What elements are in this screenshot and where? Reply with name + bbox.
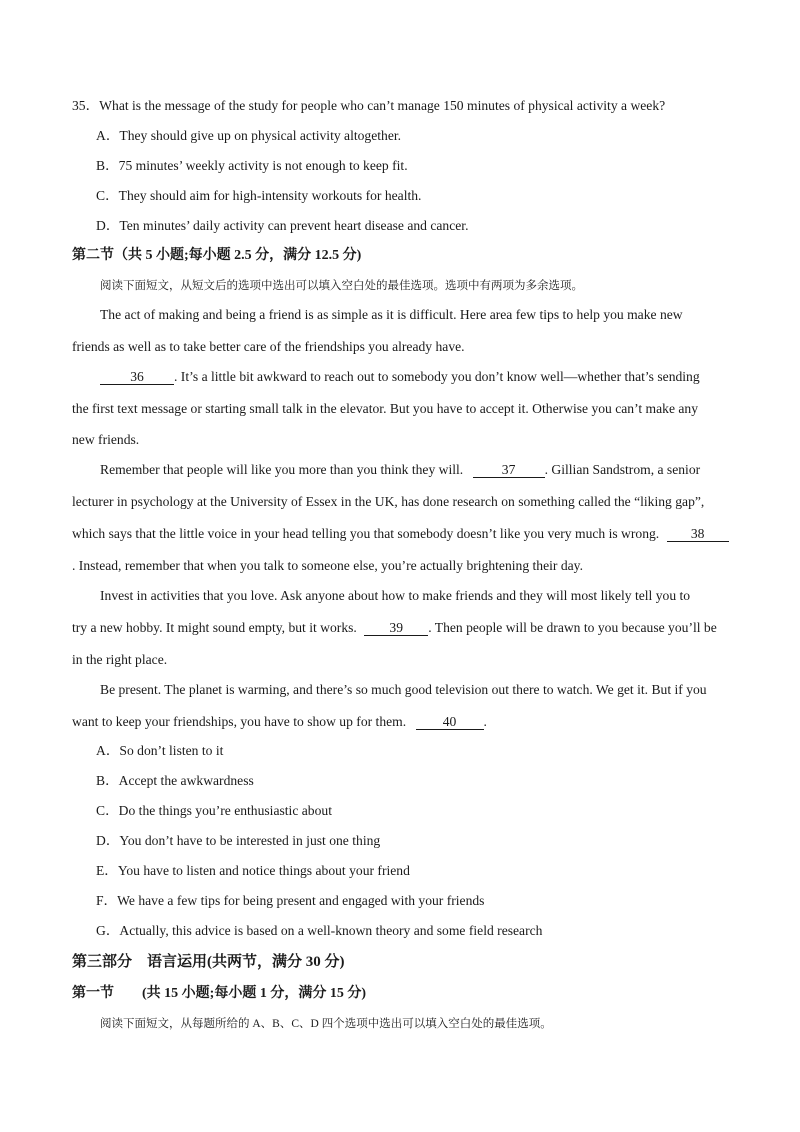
- blank-36: 36: [100, 370, 174, 385]
- passage-text: try a new hobby. It might sound empty, but it works.: [72, 620, 357, 635]
- option-a: A．They should give up on physical activity altogether.: [96, 128, 402, 143]
- choice-g: G．Actually, this advice is based on a well-known theory and some field research: [96, 923, 543, 938]
- section-instruction: 阅读下面短文，从短文后的选项中选出可以填入空白处的最佳选项。选项中有两项为多余选项。: [100, 280, 583, 292]
- passage-text: want to keep your friendships, you have to show up for them.: [72, 714, 407, 729]
- choice-b: B．Accept the awkwardness: [96, 773, 254, 788]
- choice-a: A．So don’t listen to it: [96, 743, 224, 758]
- passage-line: Invest in activities that you love. Ask anyone about how to make friends and they will most likely tell you to: [100, 588, 691, 603]
- passage-text: which says that the little voice in your head telling you that somebody doesn’t like you very much is wrong.: [72, 526, 660, 541]
- passage-line: friends as well as to take better care of the friendships you already have.: [72, 339, 465, 354]
- passage-line: in the right place.: [72, 652, 168, 667]
- sub-section-heading: 第一节 (共 15 小题;每小题 1 分，满分 15 分): [72, 986, 366, 1001]
- passage-line: . Instead, remember that when you talk to someone else, you’re actually brightening their day.: [72, 558, 583, 573]
- passage-line: [100, 462, 700, 478]
- blank-39: 39: [364, 621, 428, 636]
- passage-line: The act of making and being a friend is as simple as it is difficult. Here area few tips to help you make new: [100, 307, 683, 322]
- passage-line: lecturer in psychology at the University of Essex in the UK, has done research on something called the “liking gap”,: [72, 494, 705, 509]
- choice-f: F．We have a few tips for being present and engaged with your friends: [96, 893, 485, 908]
- passage-text: . It’s a little bit awkward to reach out to somebody you don’t know well—whether that’s sending: [174, 369, 700, 384]
- part-heading: 第三部分 语言运用(共两节，满分 30 分): [72, 954, 345, 970]
- blank-37: 37: [473, 463, 545, 478]
- blank-38: 38: [667, 527, 729, 542]
- option-b: B．75 minutes’ weekly activity is not enough to keep fit.: [96, 158, 408, 173]
- passage-line: Be present. The planet is warming, and there’s so much good television out there to watch. We get it. But if you: [100, 682, 707, 697]
- option-d: D．Ten minutes’ daily activity can prevent heart disease and cancer.: [96, 218, 469, 233]
- choice-c: C．Do the things you’re enthusiastic about: [96, 803, 332, 818]
- passage-text: . Gillian Sandstrom, a senior: [544, 462, 701, 477]
- choice-e: E．You have to listen and notice things about your friend: [96, 863, 410, 878]
- blank-40: 40: [416, 715, 484, 730]
- passage-text: .: [483, 714, 487, 729]
- part-instruction: 阅读下面短文，从每题所给的 A、B、C、D 四个选项中选出可以填入空白处的最佳选项。: [100, 1018, 552, 1030]
- passage-line: [72, 526, 729, 542]
- section-heading: 第二节（共 5 小题;每小题 2.5 分，满分 12.5 分): [72, 248, 362, 263]
- passage-text: Remember that people will like you more than you think they will.: [100, 462, 464, 477]
- option-c: C．They should aim for high-intensity workouts for health.: [96, 188, 422, 203]
- passage-line: [100, 369, 700, 385]
- choice-d: D．You don’t have to be interested in just one thing: [96, 833, 381, 848]
- question-text: 35．What is the message of the study for people who can’t manage 150 minutes of physical activity a week?: [72, 98, 666, 113]
- passage-line: [72, 714, 487, 730]
- passage-line: new friends.: [72, 432, 140, 447]
- passage-line: the first text message or starting small talk in the elevator. But you have to accept it. Otherwise you can’t make any: [72, 401, 699, 416]
- passage-line: [72, 620, 717, 636]
- passage-text: . Then people will be drawn to you because you’ll be: [428, 620, 717, 635]
